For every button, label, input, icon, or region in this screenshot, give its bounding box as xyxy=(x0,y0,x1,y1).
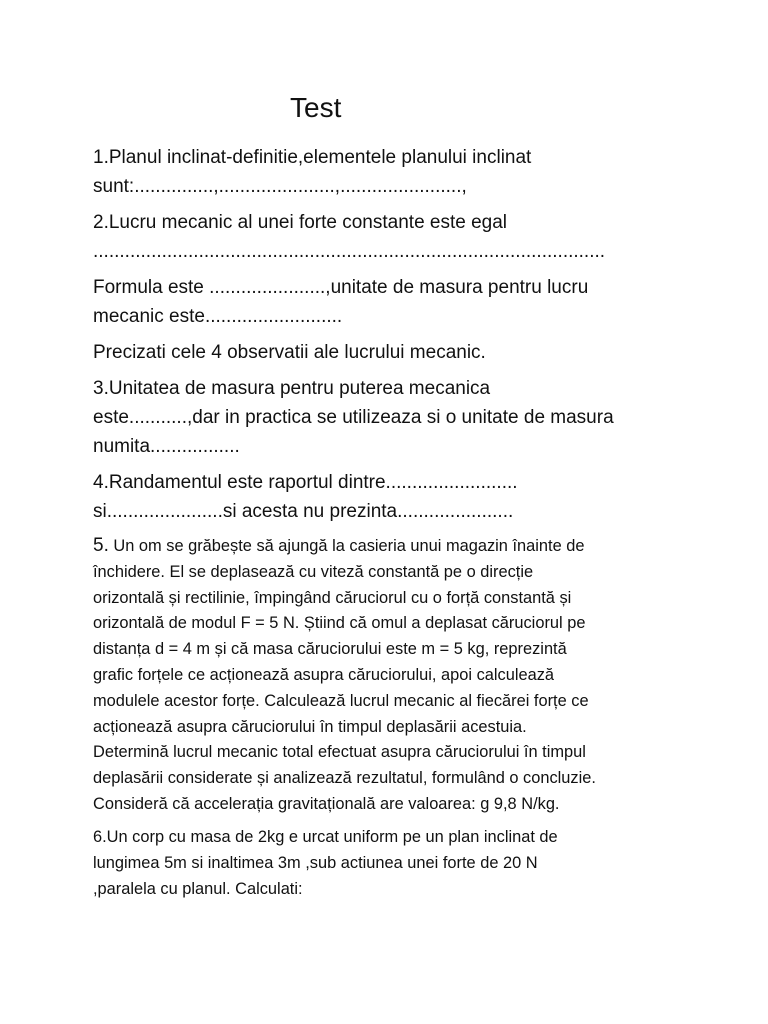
q5-line-11: Consideră că accelerația gravitațională are valoarea: g 9,8 N/kg. xyxy=(93,794,560,813)
q3-line-3: numita................. xyxy=(93,436,240,457)
q6-line-1: 6.Un corp cu masa de 2kg e urcat uniform pe un plan inclinat de xyxy=(93,827,558,846)
q5-line-9: Determină lucrul mecanic total efectuat asupra căruciorului în timpul xyxy=(93,743,586,762)
question-3 xyxy=(93,374,693,461)
question-4 xyxy=(93,468,693,526)
q3-line-1: 3.Unitatea de masura pentru puterea mecanica xyxy=(93,378,491,399)
q1-line-1: 1.Planul inclinat-definitie,elementele planului inclinat xyxy=(93,147,532,168)
q6-line-3: ,paralela cu planul. Calculati: xyxy=(93,879,303,898)
q4-line-2: si......................si acesta nu prezinta...................... xyxy=(93,501,514,522)
q2-observations-line: Precizati cele 4 observatii ale lucrului mecanic. xyxy=(93,342,486,363)
q5-line-4: orizontală de modul F = 5 N. Știind că omul a deplasat căruciorul pe xyxy=(93,614,586,633)
q5-line-2: închidere. El se deplasează cu viteză constantă pe o direcție xyxy=(93,562,534,581)
question-1 xyxy=(93,143,693,201)
q2-dotted-line: ................................................................................................. xyxy=(93,241,606,262)
q6-line-2: lungimea 5m si inaltimea 3m ,sub actiunea unei forte de 20 N xyxy=(93,853,538,872)
q4-line-1: 4.Randamentul este raportul dintre......................... xyxy=(93,472,518,493)
q5-number: 5. xyxy=(93,535,109,556)
document-content xyxy=(93,143,693,902)
q5-line-10: deplasării considerate și analizează rezultatul, formulând o concluzie. xyxy=(93,769,596,788)
q2-formula-line-2: mecanic este.......................... xyxy=(93,306,343,327)
q3-line-2: este...........,dar in practica se utilizeaza si o unitate de masura xyxy=(93,407,614,428)
page-title: Test xyxy=(290,92,342,123)
question-2-observations xyxy=(93,338,693,367)
q1-line-2: sunt:...............,......................,......................., xyxy=(93,176,467,197)
question-6 xyxy=(93,824,693,902)
q5-line-1 xyxy=(93,533,693,560)
q5-line-3: orizontală și rectilinie, împingând căruciorul cu o forță constantă și xyxy=(93,588,572,607)
q5-line-7: modulele acestor forțe. Calculează lucrul mecanic al fiecărei forțe ce xyxy=(93,691,589,710)
question-5 xyxy=(93,533,693,818)
q5-line-8: acționează asupra căruciorului în timpul deplasării acestuia. xyxy=(93,717,527,736)
q5-line-5: distanța d = 4 m și că masa căruciorului este m = 5 kg, reprezintă xyxy=(93,640,567,659)
q2-line-1: 2.Lucru mecanic al unei forte constante este egal xyxy=(93,212,508,233)
question-2-formula xyxy=(93,273,693,331)
q2-formula-line-1: Formula este ......................,unitate de masura pentru lucru xyxy=(93,277,589,298)
question-2 xyxy=(93,208,693,266)
q5-line-1-text: Un om se grăbește să ajungă la casieria unui magazin înainte de xyxy=(108,537,585,555)
q5-line-6: grafic forțele ce acționează asupra căruciorului, apoi calculează xyxy=(93,665,555,684)
